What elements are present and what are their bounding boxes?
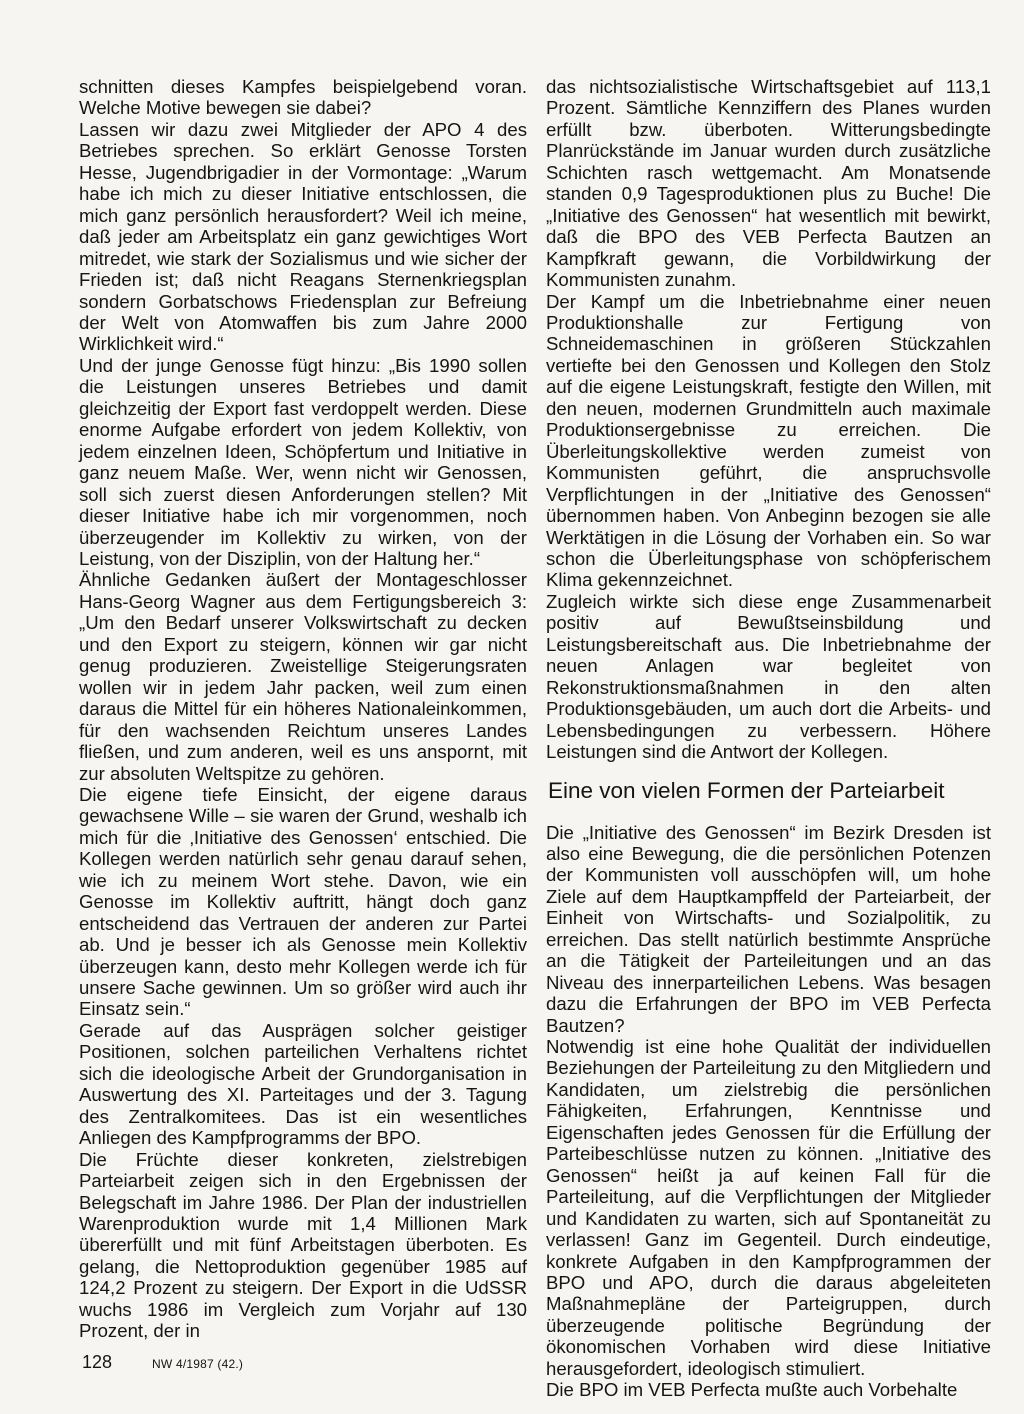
paragraph: Und der junge Genosse fügt hinzu: „Bis 1990 sollen die Leistungen unseres Betriebes und damit gleichzeitig der Export fast verdoppelt werden. Diese enorme Aufgabe erfordert von jedem Kollektiv, von jedem einzelnen Ideen, Schöpfertum und Initiative in ganz neuem Maße. Wer, wenn nicht wir Genossen, soll sich zuerst diesen Anforderungen stellen? Mit dieser Initiative habe ich mir vorgenommen, noch überzeugender im Kollektiv zu wirken, von der Leistung, von der Disziplin, von der Haltung her.“ bbox=[79, 354, 527, 569]
section-heading: Eine von vielen Formen der Parteiarbeit bbox=[548, 777, 945, 803]
page-number: 128 bbox=[82, 1352, 113, 1372]
paragraph: Zugleich wirkte sich diese enge Zusammenarbeit positiv auf Bewußtseinsbildung und Leistungsbereitschaft aus. Die Inbetriebnahme der neuen Anlagen war begleitet von Rekonstruktionsmaßnahmen in den alten Produktionsgebäuden, um auch dort die Arbeits- und Lebensbedingungen zu verbessern. Höhere Leistungen sind die Antwort der Kollegen. bbox=[546, 590, 991, 763]
paragraph: schnitten dieses Kampfes beispielgebend voran. Welche Motive bewegen sie dabei? bbox=[79, 76, 527, 119]
paragraph: Notwendig ist eine hohe Qualität der individuellen Beziehungen der Parteileitung zu den Mitgliedern und Kandidaten, um zielstrebig die persönlichen Fähigkeiten, Erfahrungen, Kenntnisse und Eigenschaften jedes Genossen für die Erfüllung der Parteibeschlüsse nutzen zu können. „Initiative des Genossen“ heißt ja auf keinen Fall für die Parteileitung, auf die Verpflichtungen der Mitglieder und Kandidaten zu warten, sich auf Spontaneität zu verlassen! Ganz im Gegenteil. Durch eindeutige, konkrete Aufgaben in den Kampfprogrammen der BPO und APO, durch die daraus abgeleiteten Maßnahmepläne der Parteigruppen, durch überzeugende politische Begründung der ökonomischen Vorhaben wird diese Initiative herausgefordert, ideologisch stimuliert. bbox=[546, 1036, 991, 1379]
paragraph: das nichtsozialistische Wirtschaftsgebiet auf 113,1 Prozent. Sämtliche Kennziffern des Planes wurden erfüllt bzw. überboten. Witterungsbedingte Planrückstände im Januar wurden durch zusätzliche Schichten rasch wettgemacht. Am Monatsende standen 0,9 Tagesproduktionen plus zu Buche! Die „Initiative des Genossen“ hat wesentlich mit bewirkt, daß die BPO des VEB Perfecta Bautzen an Kampfkraft gewann, die Vorbildwirkung der Kommunisten zunahm. bbox=[546, 76, 991, 291]
paragraph: Lassen wir dazu zwei Mitglieder der APO 4 des Betriebes sprechen. So erklärt Genosse Torsten Hesse, Jugendbrigadier in der Vormontage: „Warum habe ich mich zu dieser Initiative entschlossen, die mich ganz persönlich herausfordert? Weil ich meine, daß jeder am Arbeitsplatz ein ganz gewichtiges Wort mitredet, wie stark der Sozialismus und wie sicher der Frieden ist; daß nicht Reagans Sternenkriegsplan sondern Gorbatschows Friedensplan zur Befreiung der Welt von Atomwaffen bis zum Jahre 2000 Wirklichkeit wird.“ bbox=[79, 118, 527, 355]
right-column bbox=[546, 76, 991, 1401]
page-footer bbox=[82, 1352, 243, 1373]
paragraph: Der Kampf um die Inbetriebnahme einer neuen Produktionshalle zur Fertigung von Schneidemaschinen in größeren Stückzahlen vertiefte bei den Genossen und Kollegen den Stolz auf die eigene Leistungskraft, festigte den Willen, mit den neuen, modernen Grundmitteln auch maximale Produktionsergebnisse zu erreichen. Die Überleitungskollektive werden zumeist von Kommunisten geführt, die anspruchsvolle Verpflichtungen in der „Initiative des Genossen“ übernommen haben. Von Anbeginn bezogen sie alle Werktätigen in die Lösung der Vorhaben ein. So war schon die Überleitungsphase von schöpferischem Klima gekennzeichnet. bbox=[546, 290, 991, 591]
paragraph: Die Früchte dieser konkreten, zielstrebigen Parteiarbeit zeigen sich in den Ergebnissen der Belegschaft im Jahre 1986. Der Plan der industriellen Warenproduktion wurde mit 1,4 Millionen Mark übererfüllt und mit fünf Arbeitstagen überboten. Es gelang, die Nettoproduktion gegenüber 1985 auf 124,2 Prozent zu steigern. Der Export in die UdSSR wuchs 1986 im Vergleich zum Vorjahr auf 130 Prozent, der in bbox=[79, 1148, 527, 1342]
left-column bbox=[79, 76, 527, 1342]
issue-reference: NW 4/1987 (42.) bbox=[152, 1357, 244, 1371]
paragraph: Ähnliche Gedanken äußert der Montageschlosser Hans-Georg Wagner aus dem Fertigungsbereich 3: „Um den Bedarf unserer Volkswirtschaft zu decken und den Export zu steigern, können wir gar nicht genug produzieren. Zweistellige Steigerungsraten wollen wir in jedem Jahr packen, weil zum einen daraus die Mittel für ein höheres Nationaleinkommen, für den wachsenden Reichtum unseres Landes fließen, und zum anderen, weil es uns anspornt, mit zur absoluten Weltspitze zu gehören. bbox=[79, 569, 527, 784]
paragraph: Die „Initiative des Genossen“ im Bezirk Dresden ist also eine Bewegung, die die persönlichen Potenzen der Kommunisten voll ausschöpfen will, um hohe Ziele auf dem Hauptkampffeld der Parteiarbeit, der Einheit von Wirtschafts- und Sozialpolitik, zu erreichen. Das stellt natürlich bestimmte Ansprüche an die Tätigkeit der Parteileitungen und an das Niveau des innerparteilichen Lebens. Was besagen dazu die Erfahrungen der BPO im VEB Perfecta Bautzen? bbox=[546, 821, 991, 1036]
paragraph: Die eigene tiefe Einsicht, der eigene daraus gewachsene Wille – sie waren der Grund, weshalb ich mich für die ‚Initiative des Genossen‘ entschied. Die Kollegen werden natürlich sehr genau darauf sehen, wie ich zu meinem Wort stehe. Davon, wie ein Genosse im Kollektiv auftritt, hängt doch ganz entscheidend das Vertrauen der anderen zur Partei ab. Und je besser ich als Genosse mein Kollektiv überzeugen kann, desto mehr Kollegen werde ich für unsere Sache gewinnen. Um so größer wird auch ihr Einsatz sein.“ bbox=[79, 783, 527, 1020]
paragraph: Gerade auf das Ausprägen solcher geistiger Positionen, solchen parteilichen Verhaltens richtet sich die ideologische Arbeit der Grundorganisation in Auswertung des XI. Parteitages und der 3. Tagung des Zentralkomitees. Das ist ein wesentliches Anliegen des Kampfprogramms der BPO. bbox=[79, 1019, 527, 1149]
paragraph: Die BPO im VEB Perfecta mußte auch Vorbehalte bbox=[546, 1379, 958, 1401]
